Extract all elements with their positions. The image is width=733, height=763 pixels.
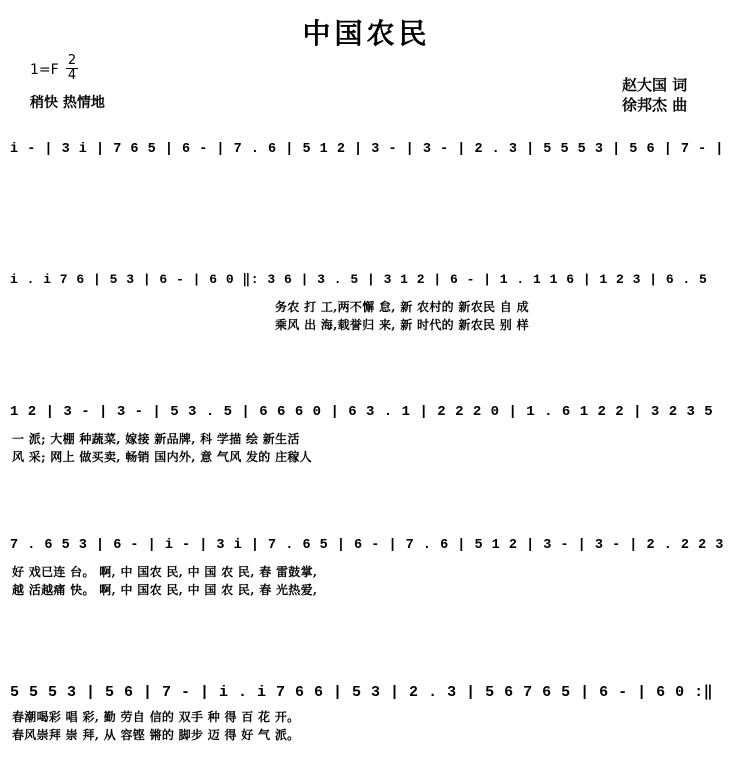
time-signature-top: 2 [67,53,77,68]
lyrics-line-3-verse-1: 一 派; 大棚 种蔬菜, 嫁接 新品牌, 科 学描 绘 新生活 [12,432,300,446]
key-signature: 1=F [30,62,59,78]
lyrics-line-5-verse-1: 春潮喝彩 唱 彩, 勤 劳自 信的 双手 种 得 百 花 开。 [12,710,300,724]
notation-line-4: 7 . 6 5 3 | 6 - | i - | 3 i | 7 . 6 5 | 6 - | 7 . 6 | 5 1 2 | 3 - | 3 - | 2 . 2 2 3 [10,538,724,553]
notation-line-1: i - | 3 i | 7 6 5 | 6 - | 7 . 6 | 5 1 2 | 3 - | 3 - | 2 . 3 | 5 5 5 3 | 5 6 | 7 - | [10,142,724,157]
lyrics-line-5-verse-2: 春风崇拜 崇 拜, 从 容铿 锵的 脚步 迈 得 好 气 派。 [12,728,300,742]
notation-line-3: 1 2 | 3 - | 3 - | 5 3 . 5 | 6 6 6 0 | 6 3 . 1 | 2 2 2 0 | 1 . 6 1 2 2 | 3 2 3 5 [10,404,714,420]
notation-line-5: 5 5 5 3 | 5 6 | 7 - | i . i 7 6 6 | 5 3 | 2 . 3 | 5 6 7 6 5 | 6 - | 6 0 :‖ [10,684,714,701]
time-signature-bottom: 4 [67,68,77,83]
lyrics-line-3-verse-2: 风 采; 网上 做买卖, 畅销 国内外, 意 气风 发的 庄稼人 [12,450,312,464]
lyrics-line-2-verse-2: 乘风 出 海,载誉归 来, 新 时代的 新农民 别 样 [275,318,529,332]
song-title: 中国农民 [302,17,431,50]
tempo-marking: 稍快 热情地 [30,95,105,111]
lyricist-credit: 赵大国 词 [622,76,688,94]
time-signature [66,54,78,83]
lyrics-line-2-verse-1: 务农 打 工,两不懈 怠, 新 农村的 新农民 自 成 [275,300,529,314]
lyrics-line-4-verse-2: 越 活越痛 快。 啊, 中 国农 民, 中 国 农 民, 春 光热爱, [12,583,318,597]
notation-line-2: i . i 7 6 | 5 3 | 6 - | 6 0 ‖: 3 6 | 3 . 5 | 3 1 2 | 6 - | 1 . 1 1 6 | 1 2 3 | 6 . 5 [10,272,708,287]
composer-credit: 徐邦杰 曲 [622,96,688,114]
lyrics-line-4-verse-1: 好 戏已连 台。 啊, 中 国农 民, 中 国 农 民, 春 雷鼓掌, [12,565,318,579]
